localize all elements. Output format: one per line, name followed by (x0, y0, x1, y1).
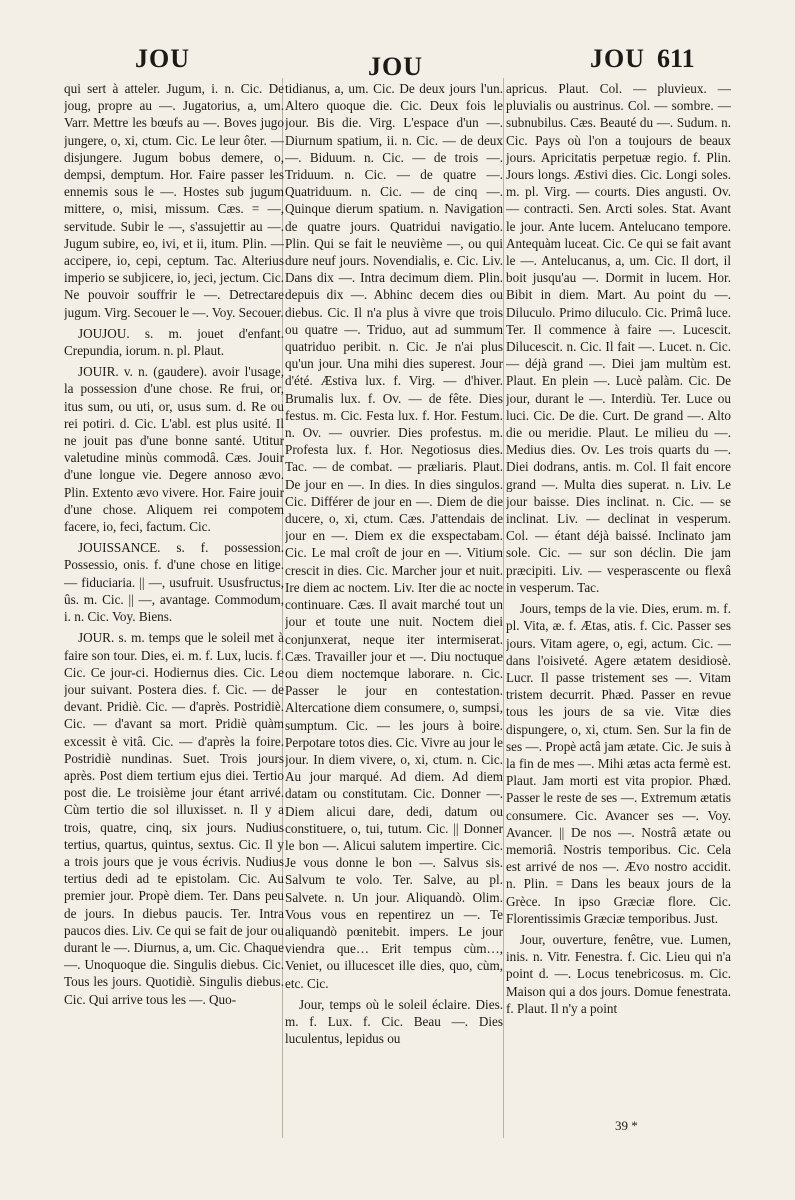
entry-jour-ouverture: Jour, ouverture, fenêtre, vue. Lumen, inis. n. Vitr. Fenestra. f. Cic. Lieu qui n'a point d. —. Locus tenebricosus. m. Cic. Maison qui a dos jours. Domue fenestrata. f. Plaut. Il n'y a point (506, 931, 731, 1016)
page-number: 611 (657, 44, 695, 73)
entry-continuation: qui sert à atteler. Jugum, i. n. Cic. De joug, propre au —. Jugatorius, a, um. Varr. Mettre les bœufs au —. Boves jugo jungere, o, xi, ctum. Cic. Le leur ôter. — disjungere. Jugum bobus demere, o, dempsi, demptum. Hor. Faire passer les ennemis sous le —. Hostes sub jugum mittere, o, misi, missum. Cæs. = —, servitude. Subir le —, s'assujettir au —. Jugum subire, eo, ivi, et ii, itum. Plin. — accipere, io, cepi, ceptum. Tac. Alterius imperio se subjicere, io, jeci, jectum. Cic. Ne pouvoir souffrir le —. Detrectare jugum. Virg. Secouer le —. Voy. Secouer. (64, 81, 284, 320)
entry-jouissance: JOUISSANCE. s. f. possession. Possessio, onis. f. d'une chose en litige. — fiduciaria. || —, usufruit. Ususfructus, ûs. m. Cic. || —, avantage. Commodum, i. n. Cic. Voy. Biens. (64, 540, 284, 625)
text-column-3 (506, 80, 731, 1145)
running-head-middle: JOU (368, 52, 423, 81)
text-column-1 (64, 80, 284, 1145)
entry-jour-soleil: Jour, temps où le soleil éclaire. Dies. m. f. Lux. f. Cic. Beau —. Dies luculentus, lepidus ou (285, 996, 503, 1047)
entry-jouir: JOUIR. v. n. (gaudere). avoir l'usage, la possession d'une chose. Re frui, or, itus sum, ou uti, or, usus sum. d. Re ou rei potiri. d. Cic. L'abl. est plus usité. Il ne jouit pas d'une bonne santé. Utitur valetudine minùs commodâ. Cæs. Jouir d'une longue vie. Degere annoso ævo. Plin. Extento ævo vivere. Hor. Faire jouir d'une chose. Aliquem rei compotem facere, io, feci, factum. Cic. (64, 364, 284, 535)
text-column-2 (285, 80, 503, 1145)
entry-jour: JOUR. s. m. temps que le soleil met à faire son tour. Dies, ei. m. f. Lux, lucis. f. Cic. Ce jour-ci. Hodiernus dies. Cic. Le jour suivant. Postera dies. f. Cic. — de devant. Pridiè. Cic. — d'après. Postridiè. Cic. — d'avant sa mort. Pridiè quàm excessit è vitâ. Cic. — d'après la foire. Postridiè nundinas. Suet. Trois jours après. Post diem tertium ejus diei. Tertio post die. Le troisième jour étant arrivé. Cùm tertio die sol illuxisset. n. Il y a trois, quatre, cinq, six jours. Nudius tertius, quartus, quintus, sextus. Cic. Il y a trois jours que je vous écrivis. Nudius tertius dedi ad te epistolam. Cic. Au premier jour. Propè diem. Ter. Dans peu de jours. In diebus paucis. Ter. Intra paucos dies. Liv. Ce qui se fait de jour ou durant le —. Diurnus, a, um. Cic. Chaque —. Unoquoque die. Singulis diebus. Cic. Tous les jours. Quotidiè. Singulis diebus. Cic. Qui arrive tous les —. Quo- (64, 630, 284, 1007)
signature-mark: 39 * (615, 1118, 638, 1133)
entry-continuation: apricus. Plaut. Col. — pluvieux. — pluvialis ou austrinus. Col. — sombre. — subnubilus. Cæs. Beauté du —. Sudum. n. Cic. Pays où l'on a toujours de beaux jours. Apricitatis perpetuæ regio. f. Plin. Jours longs. Æstivi dies. Cic. Longi soles. m. pl. Virg. — courts. Dies angusti. Ov. — contracti. Sen. Arcti soles. Stat. Avant le jour. Ante lucem. Antelucano tempore. Antequàm luceat. Cic. Ce qui se fait avant le —. Antelucanus, a, um. Cic. Il dort, il boit jusqu'au —. Dormit in lucem. Hor. Bibit in diem. Mart. Au point du —. Diluculo. Primo diluculo. Cic. Primâ luce. Ter. Il commence à faire —. Lucescit. Dilucescit. n. Cic. Il fait —. Lucet. n. Cic. — déjà grand —. Diei jam multùm est. Plaut. En plein —. Lucè palàm. Cic. De jour, durant le —. Interdiù. Ter. Luce ou luci. Cic. De die. Curt. De grand —. Alto die ou meridie. Plaut. Le milieu du —. Medius dies. Ov. Les trois quarts du —. Diei dodrans, antis. m. Col. Il fait encore grand —. Multa dies superat. n. Liv. Le jour baisse. Dies inclinat. n. Cic. — se inclinat. Liv. — declinat in vesperum. Col. — étant déjà baissé. Inclinato jam sole. Cic. — sur son déclin. Die jam præcipiti. Liv. — vesperascente ou flexâ in vesperum. Tac. (506, 81, 731, 595)
entry-jours-vie: Jours, temps de la vie. Dies, erum. m. f. pl. Vita, æ. f. Ætas, atis. f. Cic. Passer ses jours. Vitam agere, o, egi, actum. Cic. — dans l'oisiveté. Agere ætatem desidiosè. Lucr. Il passe tristement ses —. Vitam tristem decurrit. Phæd. Passer en revue tous les jours de sa vie. Vitæ dies dispungere, o, xi, ctum. Sen. Sur la fin de ses —. Propè actâ jam ætate. Cic. Je suis à la fin de mes —. Mihi ætas acta fermè est. Plaut. Jam morti est vita propior. Phæd. Passer le reste de ses —. Extremum ætatis consumere. Cic. Avancer ses —. Voy. Avancer. || De nos —. Nostrâ ætate ou memoriâ. Nostris temporibus. Cic. Cela est arrivé de nos —. Ævo nostro accidit. n. Plin. = Dans les beaux jours de la Grèce. In ipso Græciæ flore. Cic. Florentissimis Græciæ temporibus. Just. (506, 601, 731, 926)
entry-joujou: JOUJOU. s. m. jouet d'enfant. Crepundia, iorum. n. pl. Plaut. (64, 325, 284, 359)
running-head-left: JOU (135, 44, 190, 73)
entry-continuation: tidianus, a, um. Cic. De deux jours l'un. Altero quoque die. Cic. Deux fois le jour. Bis die. Virg. L'espace d'un —. Diurnum spatium, ii. n. Cic. — de deux —. Biduum. n. Cic. — de trois —. Triduum. n. Cic. — de quatre —. Quatriduum. n. Cic. — de cinq —. Quinque dierum spatium. n. Navigation de quatre jours. Quatridui navigatio. Plin. Qui se fait le neuvième —, ou qui dure neuf jours. Novendialis, e. Cic. Liv. Dans dix —. Intra decimum diem. Plin. depuis dix —. Abhinc decem dies ou diebus. Cic. Il n'a plus à vivre que trois ou quatre —. Triduo, aut ad summum quatriduo peribit. n. Cic. Je n'ai plus qu'un jour. Una mihi dies superest. Jour d'été. Æstiva lux. f. Virg. — d'hiver. Brumalis lux. f. Ov. — de fête. Dies festus. m. Cic. Festa lux. f. Hor. Festum. n. Ov. — ouvrier. Dies profestus. m. Profesta lux. f. Hor. Negotiosus dies. Tac. — de combat. — præliaris. Plaut. De jour en —. In dies. In dies singulos. Cic. Différer de jour en —. Diem de die ducere, o, xi, ctum. Cæs. J'attendais de jour en —. Diem ex die exspectabam. Cic. Le mal croît de jour en —. Vitium crescit in dies. Cic. Marcher jour et nuit. Ire diem ac noctem. Liv. Iter die ac nocte continuare. Cæs. Il avait marché tout un jour et toute une nuit. Noctem diei conjunxerat, neque iter intermiserat. Cæs. Travailler jour et —. Diu noctuque ou diem noctemque laborare. n. Cic. Passer le jour en contestation. Altercatione diem consumere, o, sumpsi, sumptum. Cic. — les jours à boire. Perpotare totos dies. Cic. Vivre au jour le jour. In diem vivere, o, xi, ctum. n. Cic. Au jour marqué. Ad diem. Ad diem datam ou constitutam. Cic. Donner —. Diem alicui dare, dedi, datum ou constituere, o, tui, tutum. Cic. || Donner le bon —. Alicui salutem impertire. Cic. Je vous donne le bon —. Salvus sis. Salvum te volo. Ter. Salve, au pl. Salvete. n. Un jour. Aliquandò. Olim. Vous vous en repentirez un —. Te aliquandò pœnitebit. impers. Le jour viendra que… Erit tempus cùm…, Veniet, ou illucescet ille dies, quo, cùm, etc. Cic. (285, 81, 503, 991)
column-divider (503, 78, 504, 1138)
running-head-right: JOU (590, 44, 645, 73)
